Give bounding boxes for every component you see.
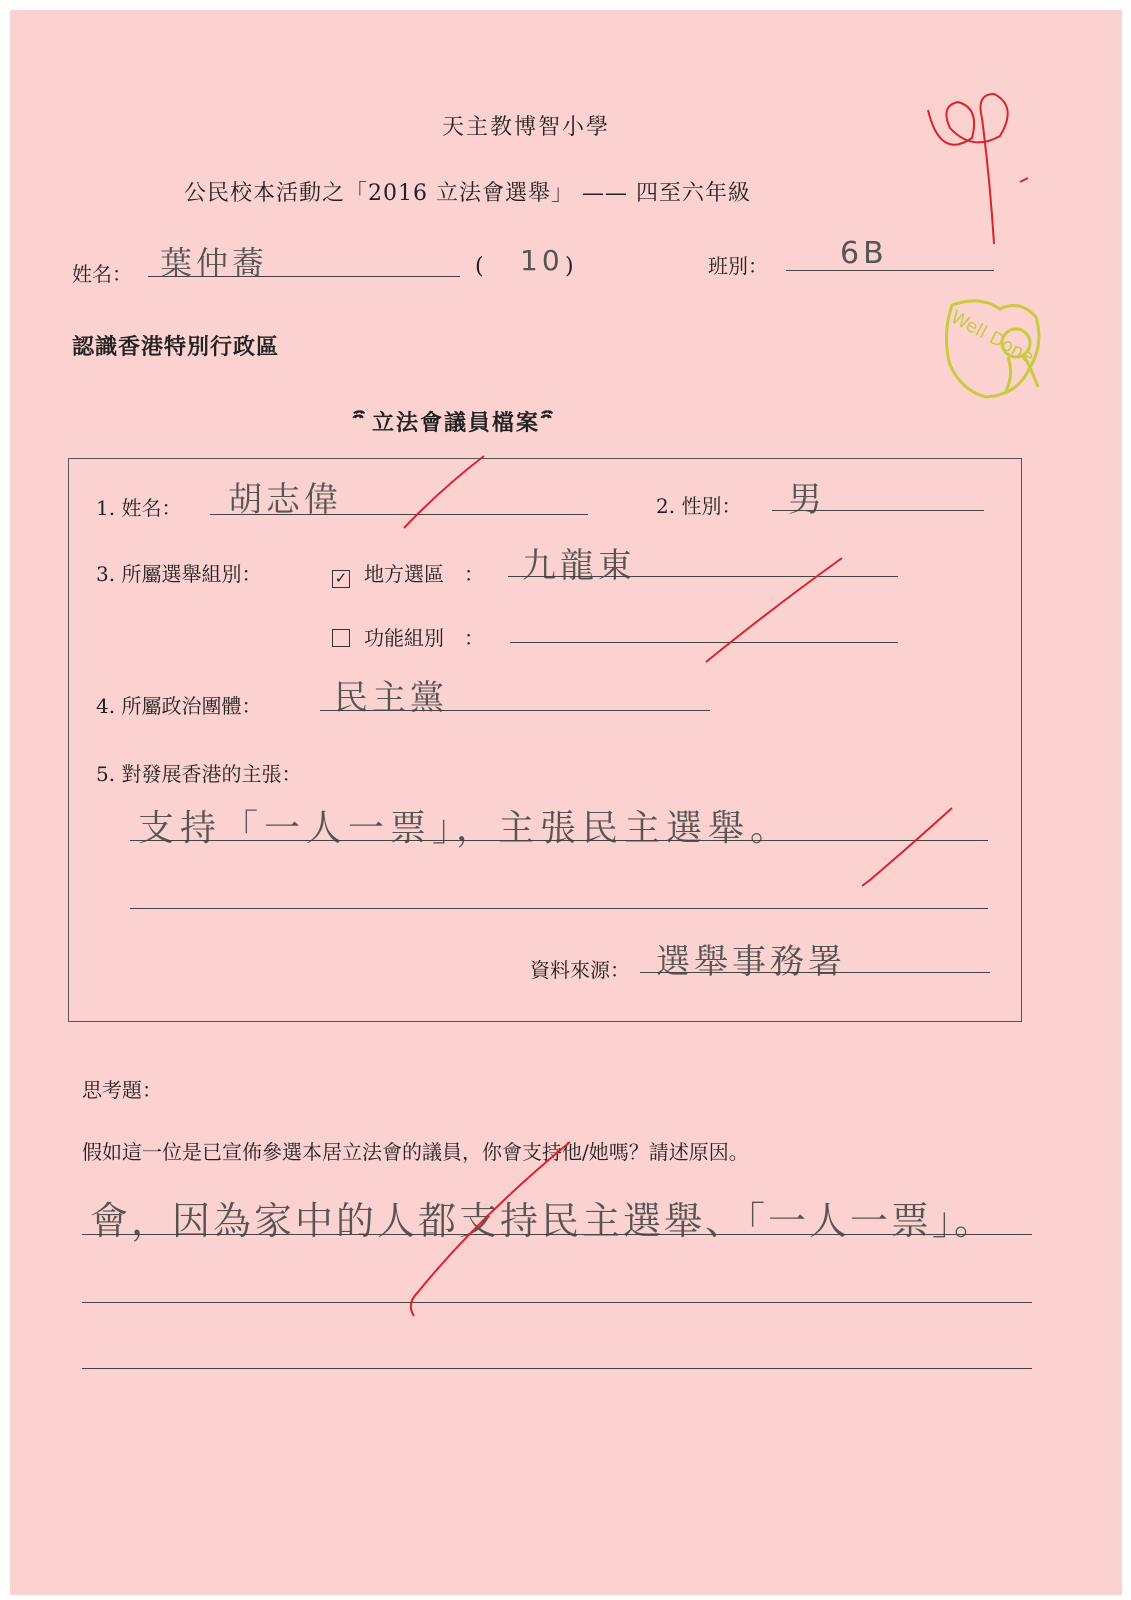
q1-value[interactable]: 胡志偉: [228, 480, 342, 520]
q5-label: 5. 對發展香港的主張：: [96, 762, 302, 786]
q5-value[interactable]: 支持「一人一票」，主張民主選舉。: [138, 808, 793, 849]
reflection-title: 思考題：: [82, 1078, 162, 1102]
q3-option1-value[interactable]: 九龍東: [522, 546, 636, 586]
q4-label: 4. 所屬政治團體：: [96, 694, 262, 718]
q3-option1-label: 地方選區: [364, 562, 444, 586]
q4-value[interactable]: 民主黨: [334, 678, 448, 718]
profile-title: 立法會議員檔案: [372, 411, 541, 436]
activity-subtitle: 公民校本活動之「2016 立法會選舉」 —— 四至六年級: [184, 181, 751, 206]
class-value[interactable]: 6B: [840, 236, 888, 271]
reflection-question: 假如這一位是已宣佈參選本居立法會的議員，你會支持他/她嗎？請述原因。: [82, 1140, 749, 1164]
reflection-answer[interactable]: 會，因為家中的人都支持民主選舉、「一人一票」。: [90, 1199, 996, 1243]
q2-label: 2. 性別：: [656, 494, 742, 518]
q2-value[interactable]: 男: [788, 480, 826, 520]
source-label: 資料來源：: [530, 958, 630, 982]
stamp-text: Well Done: [947, 306, 1038, 369]
number-close-paren: ): [565, 254, 574, 279]
q3-label: 3. 所屬選舉組別：: [96, 562, 262, 586]
student-name-label: 姓名：: [72, 262, 132, 286]
q3-option2-label: 功能組別: [364, 626, 444, 650]
student-name-value[interactable]: 葉仲蕎: [160, 244, 269, 282]
red-pen-marks: [10, 10, 1122, 1595]
q3-option2-colon: ：: [464, 626, 484, 650]
q3-option1-colon: ：: [464, 562, 484, 586]
worksheet-page: [10, 10, 1122, 1595]
section-title: 認識香港特別行政區: [72, 335, 280, 360]
source-value[interactable]: 選舉事務署: [656, 942, 846, 982]
student-number-value[interactable]: 10: [520, 244, 564, 277]
checkbox-district-checked[interactable]: ✓: [332, 570, 350, 588]
number-open-paren: (: [475, 254, 484, 279]
school-name: 天主教博智小學: [442, 115, 611, 140]
q1-label: 1. 姓名：: [96, 496, 182, 520]
class-label: 班別：: [708, 254, 768, 278]
